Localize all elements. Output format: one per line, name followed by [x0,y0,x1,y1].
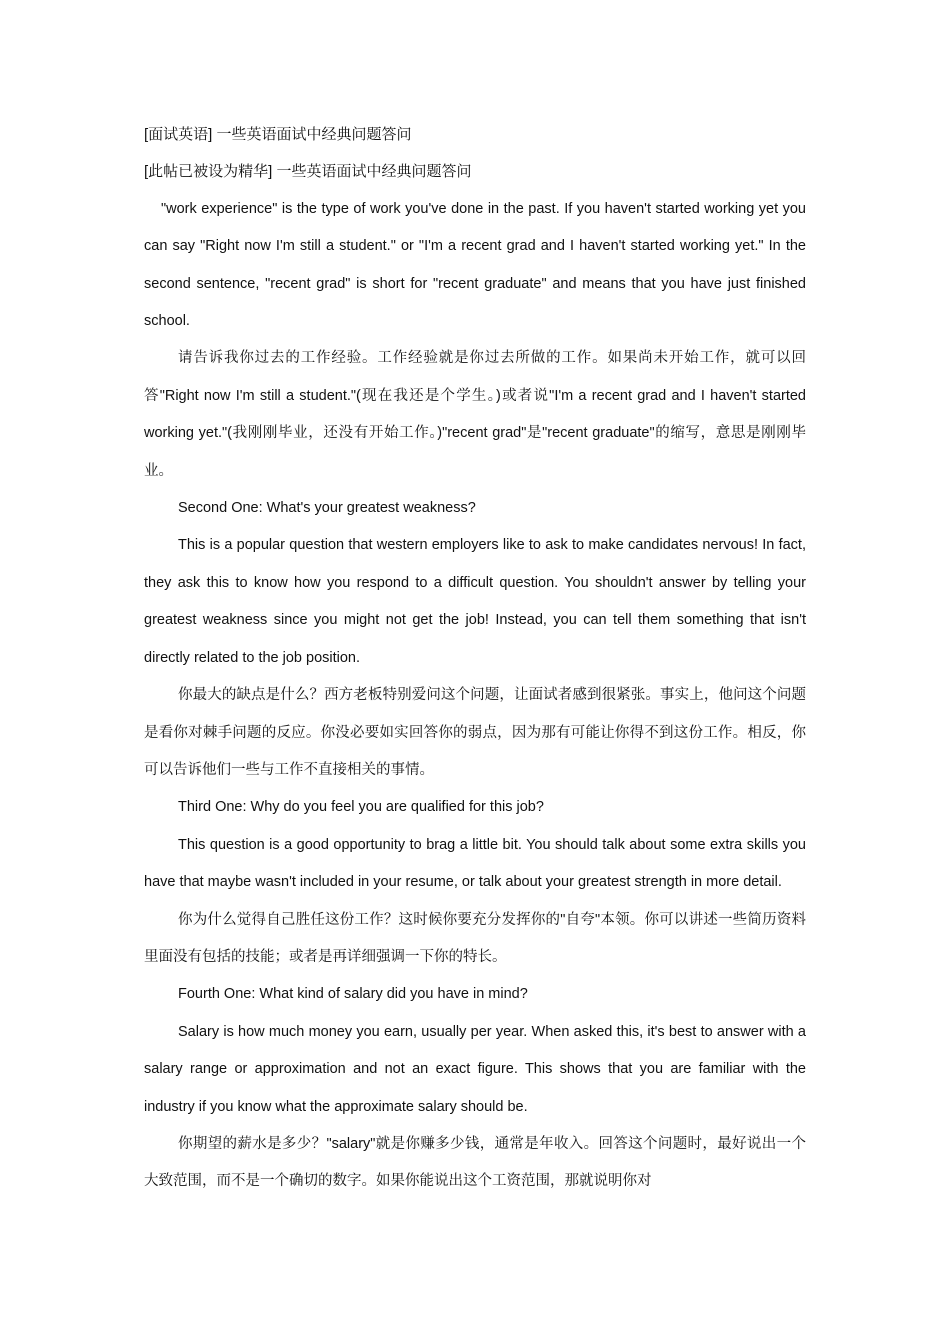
question-fourth: Fourth One: What kind of salary did you have in mind? [178,986,528,1003]
question-third: Third One: Why do you feel you are qualified for this job? [178,799,544,816]
title-line-2: [此帖已被设为精华] 一些英语面试中经典问题答问 [144,163,472,181]
paragraph-weakness: This is a popular question that western employers like to ask to make candidates nervous! In fact, they ask this to know how you respond to a difficult question. You shouldn't answer by telling your greatest weakness since you might not get the job! Instead, you can tell them something that isn't directly related to the job position. [144,537,806,666]
paragraph-work-experience-cn: 请告诉我你过去的工作经验。工作经验就是你过去所做的工作。如果尚未开始工作，就可以回答"Right now I'm still a student."(现在我还是个学生。)或者说"I'm a recent grad and I haven't started working yet."(我刚刚毕业，还没有开始工作。)"recent grad"是"recent graduate"的缩写，意思是刚刚毕业。 [144,350,806,479]
paragraph-salary: Salary is how much money you earn, usually per year. When asked this, it's best to answer with a salary range or approximation and not an exact figure. This shows that you are familiar with the industry if you know what the approximate salary should be. [144,1023,806,1115]
title-line-1: [面试英语] 一些英语面试中经典问题答问 [144,126,412,143]
paragraph-qualified: This question is a good opportunity to brag a little bit. You should talk about some extra skills you have that maybe wasn't included in your resume, or talk about your greatest strength in more detail. [144,836,806,891]
paragraph-weakness-cn: 你最大的缺点是什么？西方老板特别爱问这个问题，让面试者感到很紧张。事实上，他问这个问题是看你对棘手问题的反应。你没必要如实回答你的弱点，因为那有可能让你得不到这份工作。相反，你可以告诉他们一些与工作不直接相关的事情。 [144,687,806,778]
paragraph-salary-cn: 你期望的薪水是多少？"salary"就是你赚多少钱，通常是年收入。回答这个问题时，最好说出一个大致范围，而不是一个确切的数字。如果你能说出这个工资范围，那就说明你对 [144,1135,806,1190]
paragraph-qualified-cn: 你为什么觉得自己胜任这份工作？这时候你要充分发挥你的"自夸"本领。你可以讲述一些简历资料里面没有包括的技能；或者是再详细强调一下你的特长。 [144,911,806,965]
question-second: Second One: What's your greatest weakness? [178,500,476,517]
paragraph-work-experience: "work experience" is the type of work you've done in the past. If you haven't started working yet you can say "Right now I'm still a student." or "I'm a recent grad and I haven't started working yet." In the second sentence, "recent grad" is short for "recent graduate" and means that you have just finished school. [144,200,806,330]
document-body [144,116,806,1201]
